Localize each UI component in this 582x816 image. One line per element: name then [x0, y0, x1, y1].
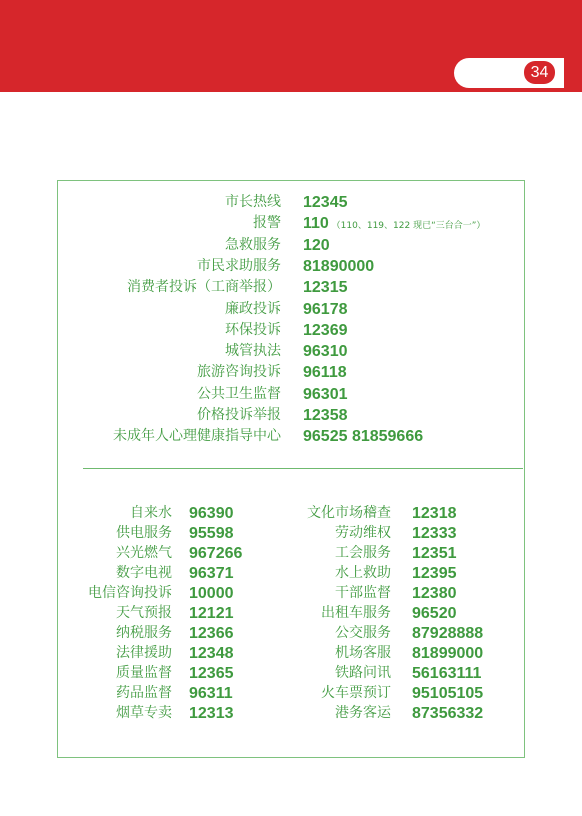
hotline-row: [0, 643, 582, 664]
hotline-label: 火车票预订: [321, 685, 391, 701]
hotline-row: [0, 341, 582, 362]
hotline-label: 机场客服: [335, 645, 391, 661]
hotline-row: [0, 405, 582, 426]
hotline-number: 12315: [303, 279, 348, 297]
hotline-label: 公交服务: [335, 625, 391, 641]
hotline-number: 120: [303, 236, 330, 254]
hotline-label: 公共卫生监督: [197, 385, 281, 402]
hotline-number: 95105105: [412, 685, 484, 702]
hotline-number: 12345: [303, 194, 348, 211]
hotline-row: [0, 277, 582, 298]
hotline-number: 96178: [303, 300, 348, 318]
section-divider: [83, 468, 523, 469]
hotline-row: [0, 603, 582, 624]
hotline-number: 96520: [412, 605, 457, 622]
hotline-label: 电信咨询投诉: [88, 585, 172, 601]
hotline-row: [0, 384, 582, 405]
hotline-number: 12365: [189, 665, 234, 682]
hotline-label: 干部监督: [335, 585, 391, 601]
hotline-label: 工会服务: [335, 545, 391, 561]
hotline-label: 药品监督: [116, 685, 172, 701]
hotline-label: 急救服务: [225, 236, 281, 253]
hotline-number: 96310: [303, 343, 348, 361]
hotline-label: 铁路问讯: [335, 665, 391, 681]
hotline-number: 96301: [303, 385, 348, 403]
hotline-row: [0, 623, 582, 644]
hotline-number: 56163111: [412, 665, 482, 682]
hotline-label: 市长热线: [225, 194, 281, 210]
hotline-number: 10000: [189, 585, 234, 602]
hotline-label: 市民求助服务: [197, 257, 281, 274]
hotline-label: 城管执法: [225, 343, 281, 360]
hotline-number: 12351: [412, 545, 457, 562]
hotline-number: 96311: [189, 685, 233, 702]
hotline-number: 12366: [189, 625, 234, 642]
hotline-row: [0, 320, 582, 341]
hotline-row: [0, 703, 582, 724]
hotline-label: 纳税服务: [116, 625, 172, 641]
hotline-number: 81890000: [303, 257, 375, 275]
hotline-number: 12358: [303, 407, 348, 424]
hotline-row: [0, 683, 582, 704]
hotline-label: 法律援助: [116, 645, 172, 661]
hotline-number: 96390: [189, 505, 234, 522]
hotline-number: 12318: [412, 505, 457, 522]
hotline-label: 价格投诉举报: [197, 407, 281, 423]
hotline-label: 天气预报: [116, 605, 172, 621]
hotline-row: [0, 192, 582, 213]
hotline-number: 12348: [189, 645, 234, 662]
hotline-number: 96525 81859666: [303, 428, 424, 446]
hotline-row: [0, 543, 582, 564]
hotline-row: [0, 256, 582, 277]
hotline-number: 96118: [303, 364, 347, 382]
hotline-row: [0, 213, 582, 234]
hotline-label: 劳动维权: [335, 525, 391, 541]
hotline-label: 数字电视: [116, 565, 172, 581]
hotline-number: 87928888: [412, 625, 484, 642]
hotline-label: 文化市场稽查: [307, 505, 391, 521]
hotline-number: 81899000: [412, 645, 484, 662]
hotline-label: 质量监督: [116, 665, 172, 681]
hotline-number: 110 （110、119、122 现已“三台合一”）: [303, 215, 486, 233]
hotline-label: 廉政投诉: [225, 300, 281, 317]
hotline-number: 12395: [412, 565, 457, 582]
hotline-row: [0, 523, 582, 544]
hotline-number: 12333: [412, 525, 457, 542]
hotline-number: 967266: [189, 545, 243, 562]
hotline-label: 旅游咨询投诉: [197, 364, 281, 381]
hotline-row: [0, 426, 582, 447]
hotline-number: 12369: [303, 321, 348, 339]
hotline-label: 报警: [253, 215, 281, 232]
hotline-label: 自来水: [130, 505, 172, 521]
hotline-label: 未成年人心理健康指导中心: [113, 428, 281, 445]
hotline-number: 12313: [189, 705, 234, 722]
hotline-row: [0, 503, 582, 524]
hotline-label: 烟草专卖: [116, 705, 172, 721]
hotline-row: [0, 235, 582, 256]
hotline-row: [0, 362, 582, 383]
hotline-label: 水上救助: [335, 565, 391, 581]
hotline-row: [0, 563, 582, 584]
hotline-label: 出租车服务: [321, 605, 391, 621]
hotline-label: 兴光燃气: [116, 545, 172, 561]
hotline-label: 消费者投诉（工商举报）: [127, 279, 281, 296]
hotline-number: 12380: [412, 585, 457, 602]
hotline-label: 港务客运: [335, 705, 391, 721]
hotline-number: 96371: [189, 565, 234, 582]
hotline-number: 12121: [189, 605, 234, 622]
hotline-row: [0, 583, 582, 604]
hotline-note: （110、119、122 现已“三台合一”）: [328, 221, 486, 232]
hotline-label: 环保投诉: [225, 321, 281, 338]
hotline-row: [0, 299, 582, 320]
hotline-number: 87356332: [412, 705, 484, 722]
hotline-number: 95598: [189, 525, 234, 542]
hotline-label: 供电服务: [116, 525, 172, 541]
page-number: 34: [524, 61, 555, 84]
hotline-row: [0, 663, 582, 684]
